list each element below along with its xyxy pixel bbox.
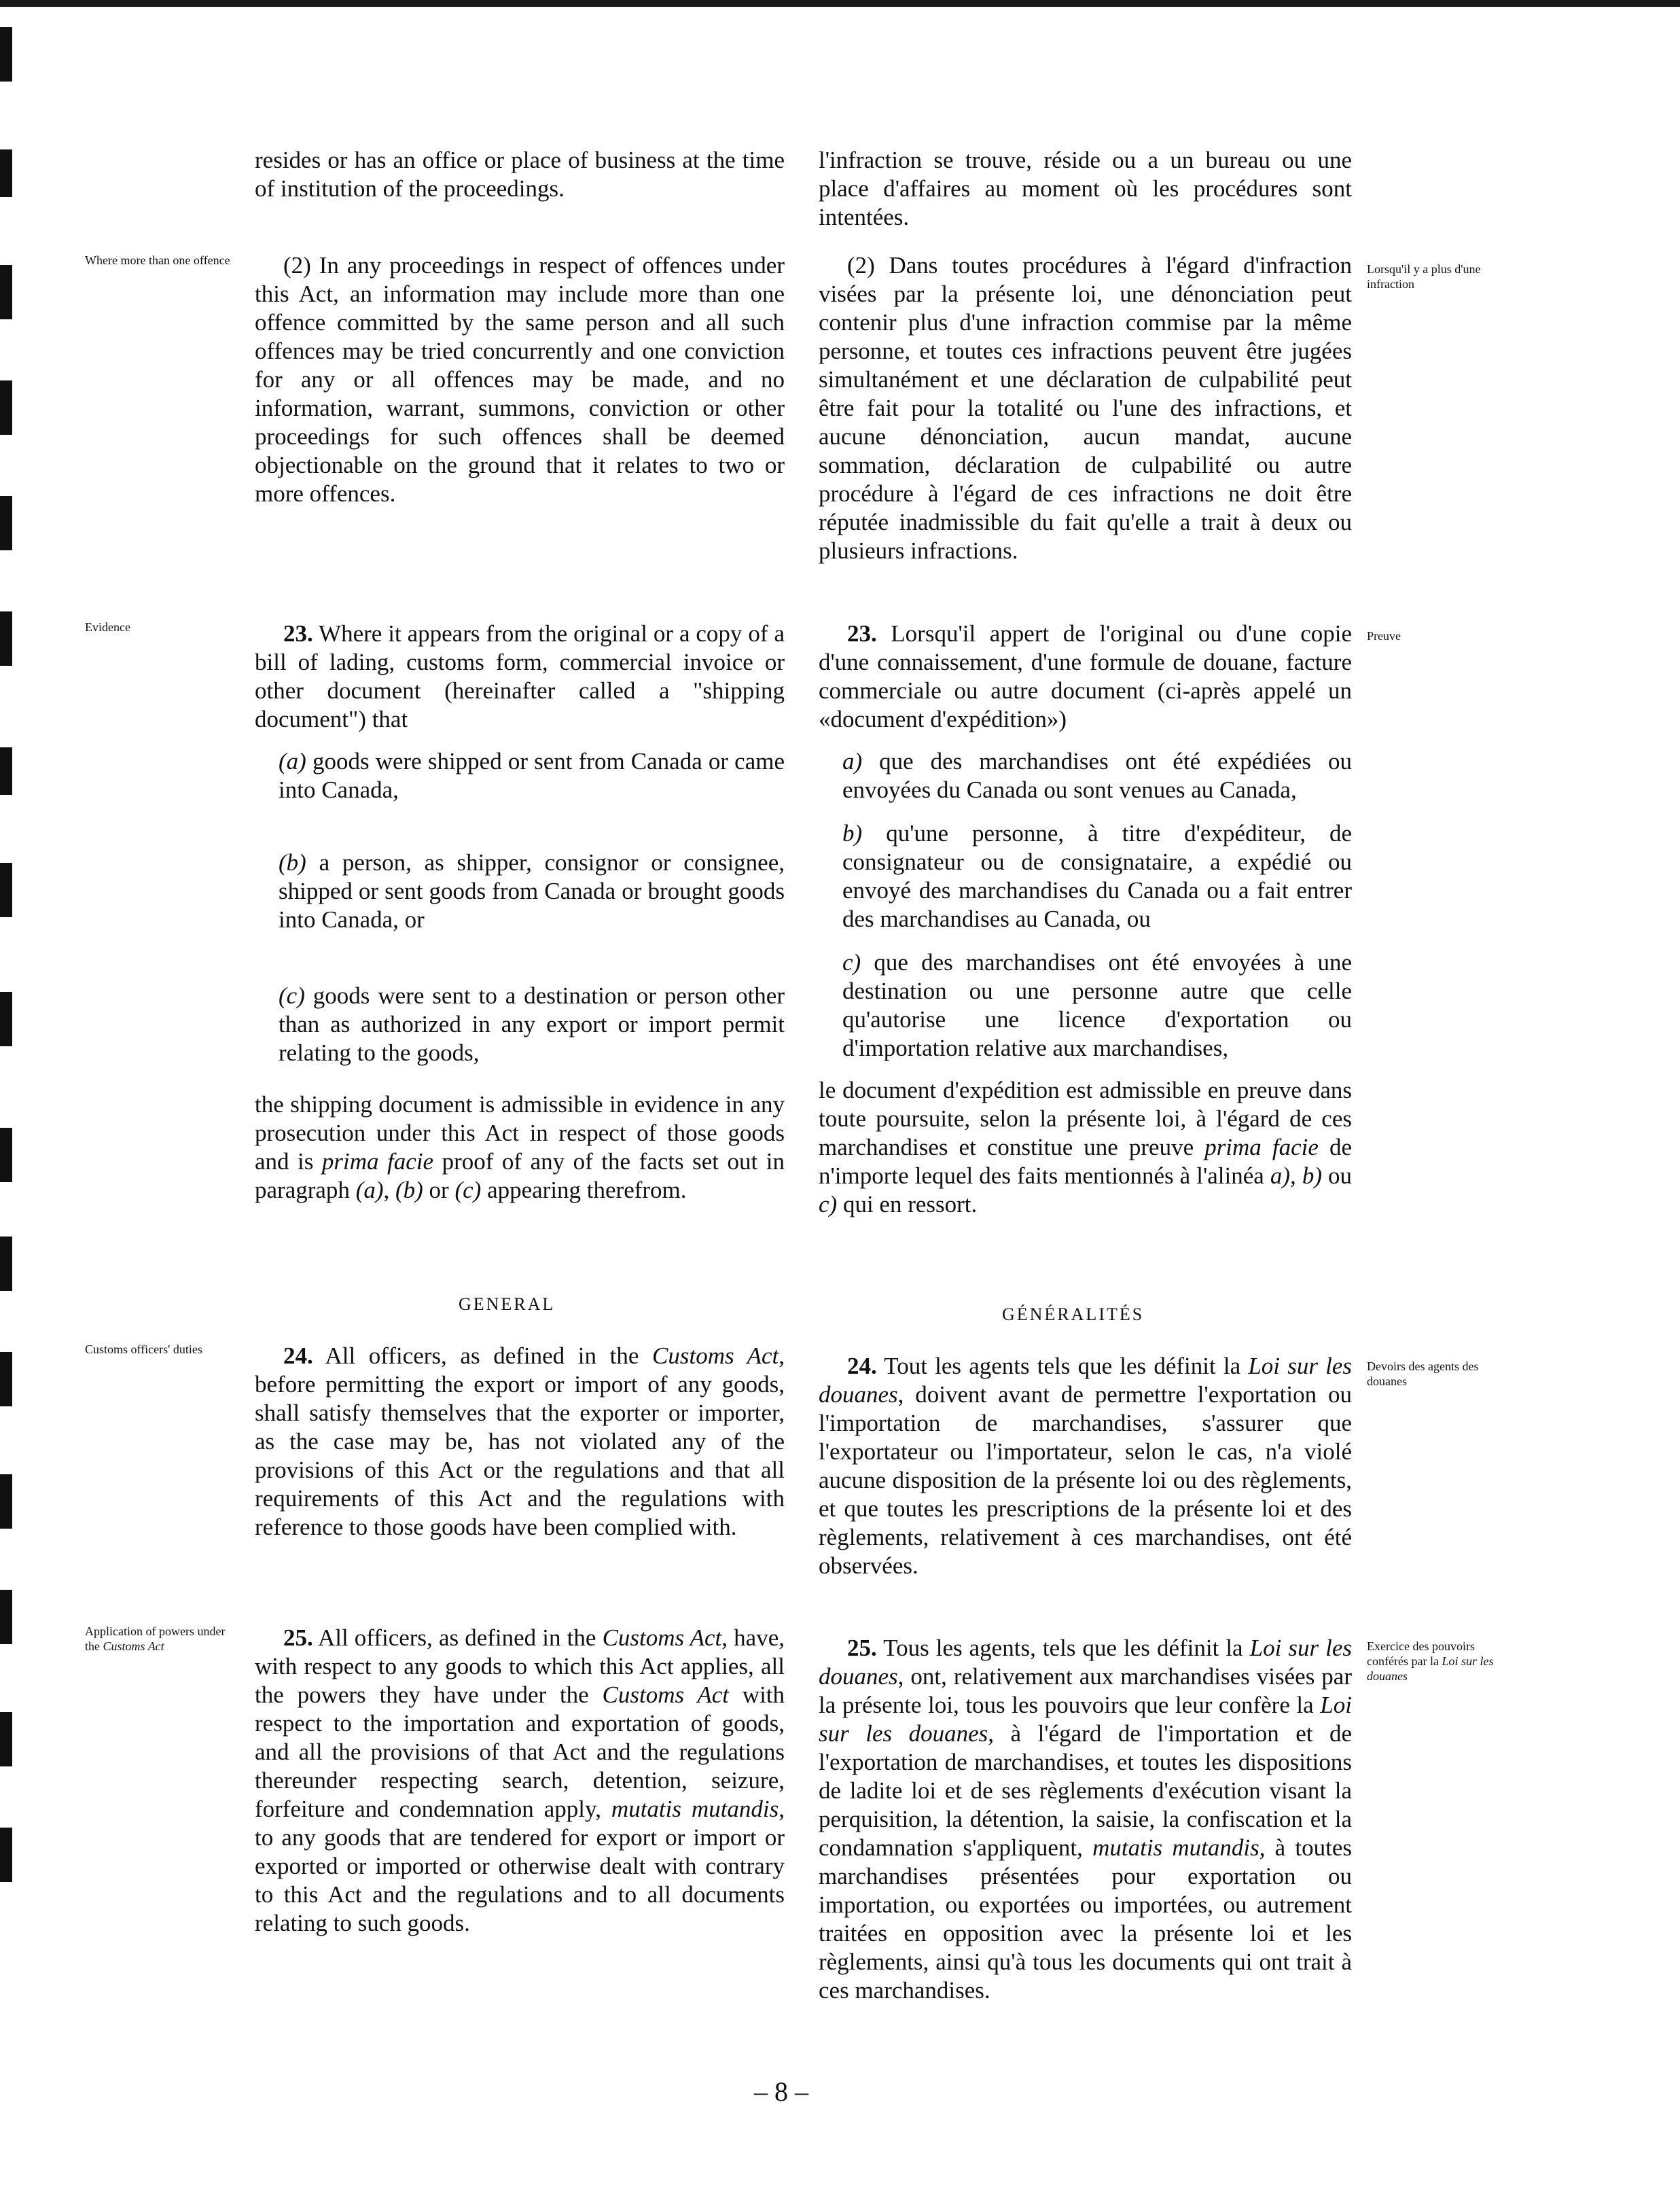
en-para-c-label: (c) [279, 982, 305, 1009]
fr-section-22-2-text: (2) Dans toutes procédures à l'égard d'infraction visées par la présente loi, une dénonciation peut contenir plus d'une infraction commise par la même personne, et toutes ces infractions peuvent être jugées simultanément et une déclaration de culpabilité peut être fait pour la totalité ou l'une des infractions, et aucune dénonciation, aucun mandat, aucune sommation, déclaration de culpabilité ou autre procédure à l'égard de ces infractions ne doit être réputée inadmissible du fait qu'elle a trait à deux ou plusieurs infractions. [819, 252, 1352, 564]
en-para-b-label: (b) [279, 849, 306, 876]
fr-section-25: 25. Tous les agents, tels que les définit la Loi sur les douanes, ont, relativement aux marchandises visées par la présente loi, tous les pouvoirs que leur confère la Loi sur les douanes, à l'égard de l'importation et de l'exportation de marchandises, et toutes les dispositions de ladite loi et de ses règlements d'exécution visant la perquisition, la détention, la saisie, la confiscation et la condamnation s'appliquent, mutatis mutandis, à toutes marchandises présentées pour exportation ou importation, ou exportées ou importées, ou autrement traitées en opposition avec la présente loi et les règlements, ainsi qu'à tous les documents qui ont trait à ces marchandises. [819, 1635, 1353, 2004]
fr-section-23: 23. Lorsqu'il appert de l'original ou d'une copie d'une connaissement, d'une formule de douane, facture commerciale ou autre document (ci-après appelé un «document d'expédition») a) que des marchandises ont été expédiées ou envoyées du Canada ou sont venues au Canada, b) qu'une personne, à titre d'expéditeur, de consignateur ou de consignataire, a expédié ou envoyé des marchandises du Canada ou a fait entrer des marchandises au Canada, ou c) que des marchandises ont été envoyées à une destination ou une personne autre que celle qu'autorise une licence d'exportation ou d'importation relative aux marchandises, le document d'expédition est admissible en preuve dans toute poursuite, selon la présente loi, à l'égard de ces marchandises et constitue une preuve prima facie de n'importe lequel des faits mentionnés à l'alinéa a), b) ou c) qui en ressort. [819, 620, 1353, 1217]
fr-para-c: que des marchandises ont été envoyées à une destination ou une personne autre que celle qu'autorise une licence d'exportation ou d'importation relative aux marchandises, [842, 949, 1352, 1061]
heading-general: GENERAL [459, 1294, 556, 1314]
fr-section-23-intro: Lorsqu'il appert de l'original ou d'une copie d'une connaissement, d'une formule de douane, facture commerciale ou autre document (ci-après appelé un «document d'expédition») [819, 620, 1352, 732]
heading-generalites: GÉNÉRALITÉS [1002, 1304, 1145, 1324]
fr-para-c-label: c) [842, 949, 861, 976]
margin-note-en-23: Evidence [85, 620, 130, 634]
en-para-c: goods were sent to a destination or person other than as authorized in any export or import permit relating to the goods, [279, 982, 785, 1066]
en-section-23-intro: Where it appears from the original or a copy of a bill of lading, customs form, commercial invoice or other document (hereinafter called a "shipping document") that [255, 620, 785, 732]
fr-para-a-label: a) [842, 748, 863, 775]
page-number: – 8 – [754, 2076, 808, 2107]
scan-top-border [0, 0, 1680, 7]
margin-note-en-22-2: Where more than one offence [85, 253, 230, 267]
en-carryover-text: resides or has an office or place of business at the time of institution of the proceedings. [255, 147, 785, 202]
en-carryover [255, 146, 785, 203]
fr-section-23-number: 23. [847, 620, 877, 647]
margin-note-fr-23: Preuve [1367, 629, 1401, 643]
en-para-a: goods were shipped or sent from Canada or came into Canada, [279, 748, 785, 803]
binding-edge-marks [0, 27, 15, 2133]
fr-carryover-text: l'infraction se trouve, réside ou a un bureau ou une place d'affaires au moment où les procédures sont intentées. [819, 147, 1352, 230]
margin-note-en-24: Customs officers' duties [85, 1342, 202, 1356]
margin-note-en-25: Application of powers under the Customs Act [85, 1624, 226, 1653]
margin-note-fr-22-2: Lorsqu'il y a plus d'une infraction [1367, 262, 1481, 291]
fr-section-24: 24. Tout les agents tels que les définit la Loi sur les douanes, doivent avant de permettre l'exportation ou l'importation de marchandises, s'assurer que l'exportateur ou l'importateur, selon le cas, n'a violé aucune disposition de la présente loi ou des règlements, et que toutes les prescriptions de la présente loi et des règlements, relativement à ces marchandises, ont été observées. [819, 1353, 1353, 1579]
margin-note-fr-25: Exercice des pouvoirs conférés par la Loi sur les douanes [1367, 1639, 1494, 1683]
en-para-b: a person, as shipper, consignor or consignee, shipped or sent goods from Canada or brought goods into Canada, or [279, 849, 785, 933]
en-section-24: 24. All officers, as defined in the Customs Act, before permitting the export or import of any goods, shall satisfy themselves that the exporter or importer, as the case may be, has not violated any of the provisions of this Act or the regulations and that all requirements of this Act and the regulations with reference to those goods have been complied with. [255, 1342, 785, 1540]
fr-para-b-label: b) [842, 820, 863, 847]
fr-carryover [819, 146, 1352, 232]
margin-note-fr-24: Devoirs des agents des douanes [1367, 1359, 1479, 1388]
en-para-a-label: (a) [279, 748, 306, 775]
en-section-23: 23. Where it appears from the original or a copy of a bill of lading, customs form, commercial invoice or other document (hereinafter called a "shipping document") that (a) goods were shipped or sent from Canada or came into Canada, (b) a person, as shipper, consignor or consignee, shipped or sent goods from Canada or brought goods into Canada, or (c) goods were sent to a destination or person other than as authorized in any export or import permit relating to the goods, the shipping document is admissible in evidence in any prosecution under this Act in respect of those goods and is prima facie proof of any of the facts set out in paragraph (a), (b) or (c) appearing therefrom. [255, 620, 785, 1203]
en-section-22-2-text: (2) In any proceedings in respect of offences under this Act, an information may include more than one offence committed by the same person and all such offences may be tried concurrently and one conviction for any or all offences may be made, and no information, warrant, summons, conviction or other proceedings for such offences shall be deemed objectionable on the ground that it relates to two or more offences. [255, 252, 785, 507]
fr-section-22-2 [819, 251, 1352, 565]
en-section-25: 25. All officers, as defined in the Customs Act, have, with respect to any goods to which this Act applies, all the powers they have under the Customs Act with respect to the importation and exportation of goods, and all the provisions of that Act and the regulations thereunder respecting search, detention, seizure, forfeiture and condemnation apply, mutatis mutandis, to any goods that are tendered for export or import or exported or imported or otherwise dealt with contrary to this Act and the regulations and to all documents relating to such goods. [255, 1624, 785, 1936]
fr-para-b: qu'une personne, à titre d'expéditeur, de consignateur ou de consignataire, a expédié ou envoyé des marchandises du Canada ou a fait entrer des marchandises au Canada, ou [842, 820, 1353, 932]
fr-para-a: que des marchandises ont été expédiées ou envoyées du Canada ou sont venues au Canada, [842, 748, 1352, 803]
en-section-23-number: 23. [283, 620, 313, 647]
en-section-22-2 [255, 251, 785, 508]
